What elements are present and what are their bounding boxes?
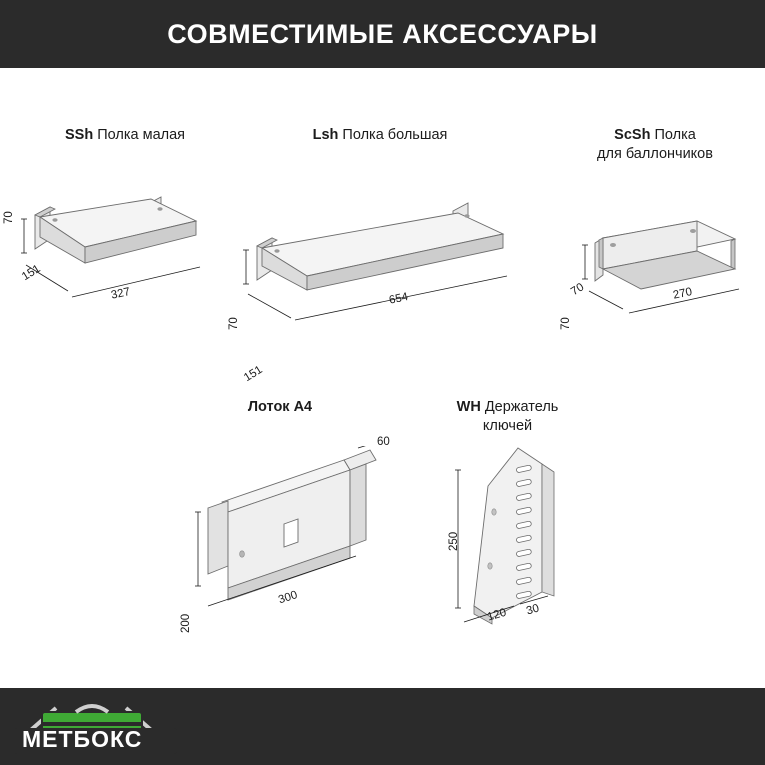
item-scsh-caption <box>560 126 750 164</box>
item-scsh-name2: для баллончиков <box>597 146 713 162</box>
item-tray-a4-caption <box>185 398 375 417</box>
item-wh-name2: ключей <box>482 418 533 434</box>
brand-name: МЕТБОКС <box>22 726 143 752</box>
scsh-dim-depth: 70 <box>569 281 587 299</box>
scsh-dim-width: 270 <box>672 286 694 302</box>
item-lsh-code: Lsh <box>312 127 339 143</box>
ssh-dim-depth: 151 <box>20 262 43 284</box>
item-wh-name: Держатель <box>484 399 559 415</box>
content-area <box>0 68 765 688</box>
item-scsh-drawing <box>565 193 760 323</box>
item-wh-code: WH <box>456 399 481 415</box>
ssh-dim-width: 327 <box>110 286 132 302</box>
item-ssh-caption <box>20 126 230 145</box>
tray-dim-height: 200 <box>180 613 192 633</box>
page-header <box>0 0 765 68</box>
page-footer <box>0 688 765 765</box>
item-ssh <box>20 126 230 145</box>
item-lsh-caption <box>250 126 510 145</box>
item-lsh-name: Полка большая <box>342 127 448 143</box>
item-lsh <box>250 126 510 145</box>
item-ssh-code: SSh <box>64 127 94 143</box>
lsh-dim-depth: 151 <box>242 363 265 385</box>
wh-dim-height: 250 <box>448 531 460 551</box>
brand-logo <box>8 696 183 758</box>
ssh-dim-height: 70 <box>3 211 15 224</box>
scsh-shelf-svg <box>565 193 760 323</box>
tray-dim-width: 300 <box>277 589 299 607</box>
item-tray-a4-code: Лоток A4 <box>247 399 313 415</box>
wh-dim-width: 120 <box>486 606 508 624</box>
tray-dim-depth: 60 <box>377 436 390 448</box>
item-tray-a4 <box>185 398 375 417</box>
item-scsh-name: Полка <box>654 127 696 143</box>
lsh-dim-width: 654 <box>388 291 410 307</box>
item-scsh-code: ScSh <box>614 127 651 143</box>
item-scsh <box>560 126 750 164</box>
lsh-shelf-svg <box>235 198 525 323</box>
item-wh-caption <box>415 398 600 436</box>
scsh-dim-height: 70 <box>560 317 572 330</box>
wh-dim-depth: 30 <box>525 602 541 618</box>
item-lsh-drawing <box>235 198 525 323</box>
item-wh <box>415 398 600 436</box>
lsh-dim-height: 70 <box>228 317 240 330</box>
item-ssh-name: Полка малая <box>97 127 186 143</box>
page-title: СОВМЕСТИМЫЕ АКСЕССУАРЫ <box>167 18 598 49</box>
